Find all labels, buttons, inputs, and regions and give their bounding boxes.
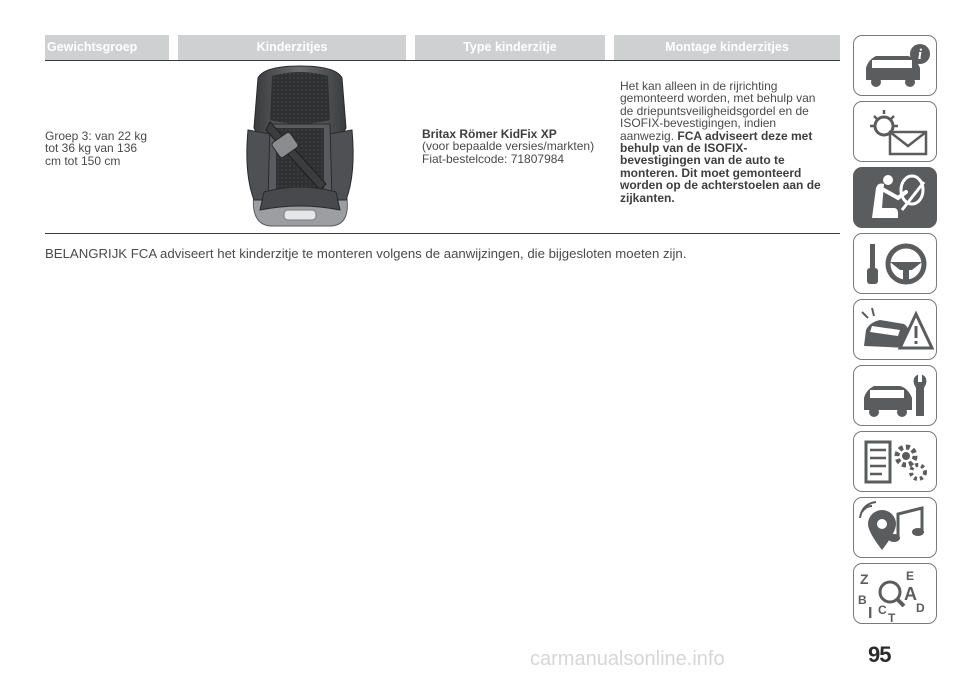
table-header [45, 35, 840, 60]
mount-bold-line: zijkanten. [620, 190, 675, 205]
mounting-cell [620, 80, 842, 204]
mount-bold-line: behulp van de ISOFIX- [620, 141, 748, 156]
alphabet-index-icon[interactable] [853, 563, 937, 624]
important-note: BELANGRIJK FCA adviseert het kinderzitje te monteren volgens de aanwijzingen, die bijgesloten moeten zijn. [45, 246, 687, 261]
svg-text:C: C [878, 603, 887, 617]
warning-light-envelope-icon[interactable] [853, 101, 937, 162]
seat-airbag-icon[interactable] [853, 167, 937, 228]
mount-line: gemonteerd worden, met behulp van [620, 91, 816, 106]
header-seat-type: Type kinderzitje [415, 35, 605, 60]
mount-line: Het kan alleen in de rijrichting [620, 79, 778, 93]
mount-line: ISOFIX-bevestigingen, indien [620, 116, 777, 131]
mount-lead: aanwezig. [620, 128, 675, 143]
car-info-icon[interactable] [853, 35, 937, 96]
key-steering-wheel-icon[interactable] [853, 233, 937, 294]
svg-text:I: I [868, 605, 873, 622]
mount-bold-line: FCA adviseert deze met [677, 128, 813, 143]
mount-bold-line: monteren. Dit moet gemonteerd [620, 165, 802, 180]
car-crash-warning-icon[interactable] [853, 299, 937, 360]
header-mounting: Montage kinderzitjes [614, 35, 840, 60]
page-number: 95 [868, 642, 891, 667]
list-gears-icon[interactable] [853, 431, 937, 492]
header-weight-group: Gewichtsgroep [45, 35, 169, 60]
weight-line: cm tot 150 cm [45, 153, 121, 168]
seat-type-cell [422, 128, 607, 165]
seat-variant: (voor bepaalde versies/markten) [422, 139, 595, 154]
row-rule [45, 233, 840, 234]
svg-text:D: D [916, 601, 925, 615]
weight-group-cell [45, 130, 175, 167]
mount-line: de driepuntsveiligheidsgordel en de [620, 103, 809, 118]
watermark: carmanualsonline.info [530, 648, 725, 670]
svg-text:B: B [858, 593, 867, 607]
car-wrench-icon[interactable] [853, 365, 937, 426]
mount-bold-line: worden op de achterstoelen aan de [620, 178, 821, 193]
svg-text:Z: Z [860, 571, 869, 587]
child-seat-illustration [240, 64, 360, 230]
navigation-music-icon[interactable] [853, 497, 937, 558]
svg-text:i: i [917, 47, 923, 63]
mount-bold-line: bevestigingen van de auto te [620, 153, 785, 168]
seat-order-code: Fiat-bestelcode: 71807984 [422, 151, 565, 166]
header-rule [45, 60, 840, 61]
weight-line: tot 36 kg van 136 [45, 141, 138, 156]
header-child-seats: Kinderzitjes [178, 35, 406, 60]
weight-line: Groep 3: van 22 kg [45, 129, 148, 143]
svg-text:A: A [904, 584, 917, 604]
svg-text:T: T [888, 611, 896, 625]
seat-name: Britax Römer KidFix XP [422, 127, 557, 141]
svg-text:E: E [906, 569, 915, 583]
